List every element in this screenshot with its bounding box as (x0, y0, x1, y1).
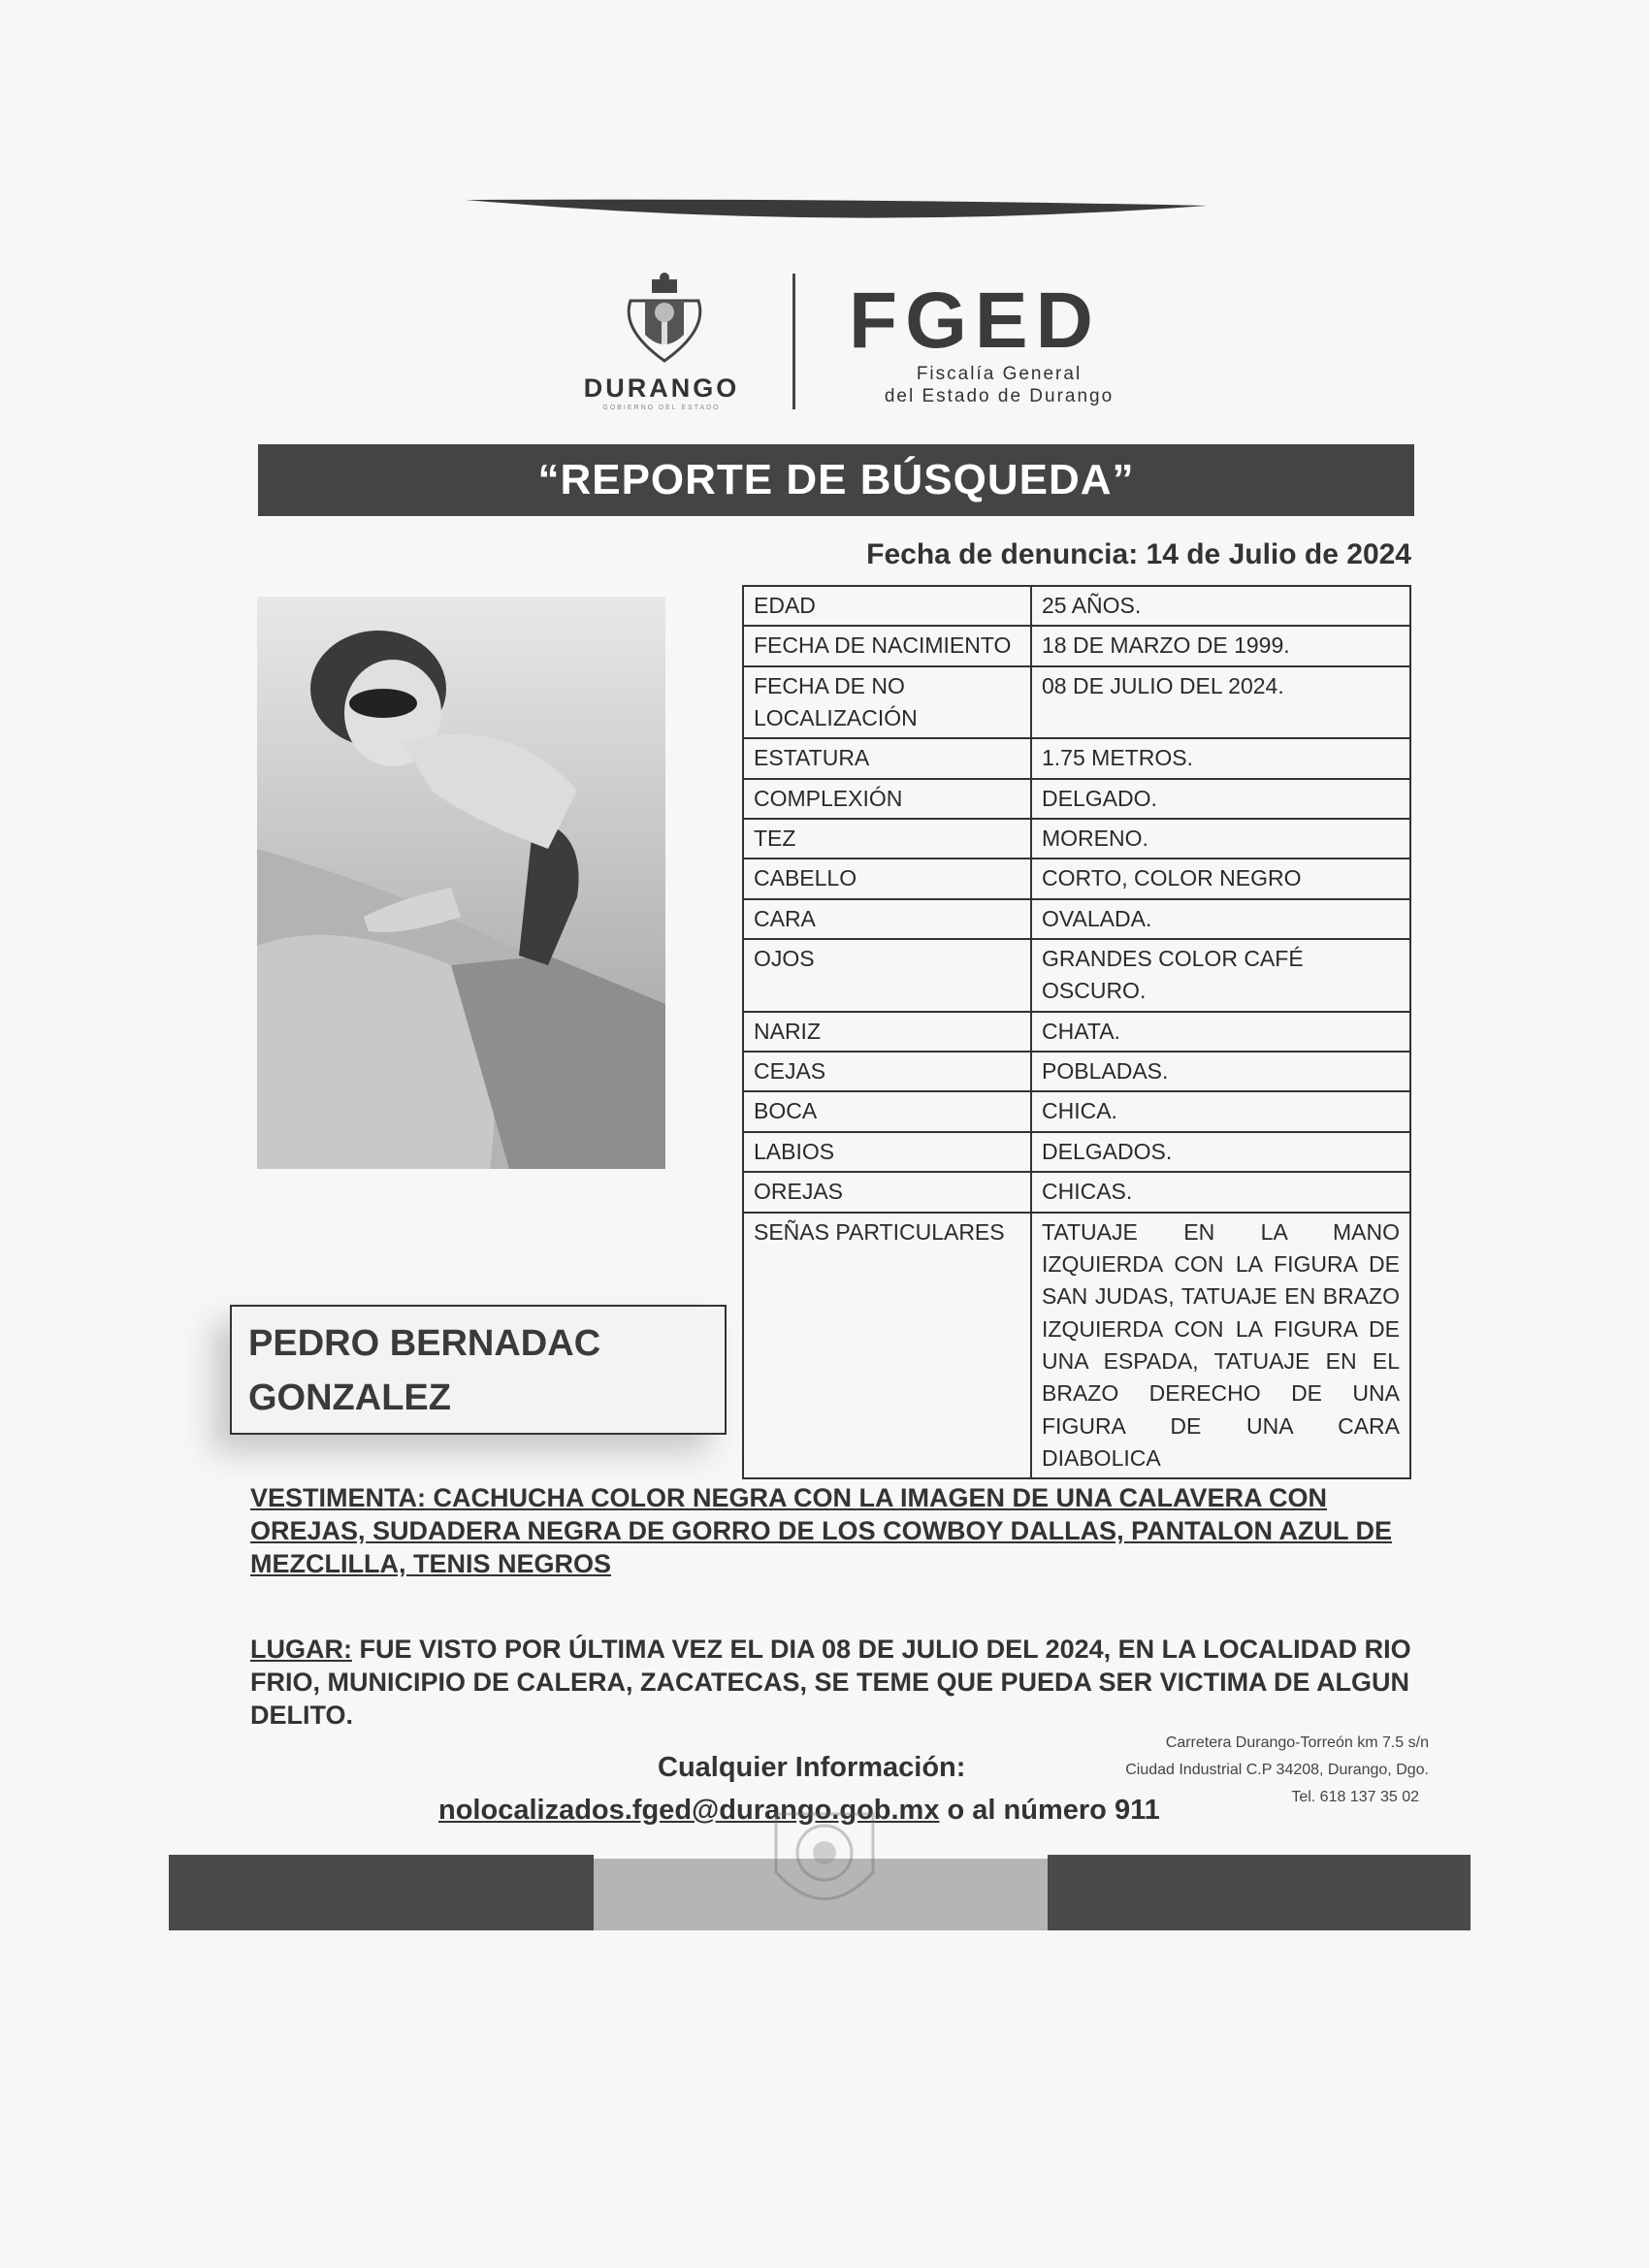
missing-person-photo (257, 597, 665, 1169)
details-label: FECHA DE NO LOCALIZACIÓN (743, 666, 1031, 739)
clothing-text: CACHUCHA COLOR NEGRA CON LA IMAGEN DE UNA CALAVERA CON OREJAS, SUDADERA NEGRA DE GORRO DE LOS COWBOY DALLAS, PANTALON AZUL DE MEZCLILLA, TENIS NEGROS (250, 1483, 1393, 1578)
durango-tagline: GOBIERNO DEL ESTADO (602, 405, 721, 411)
report-title-band (258, 444, 1414, 516)
contact-label: Cualquier Información: (658, 1752, 966, 1783)
details-label: EDAD (743, 586, 1031, 626)
details-label: OJOS (743, 939, 1031, 1012)
details-label: FECHA DE NACIMIENTO (743, 626, 1031, 665)
fged-agency-name (854, 364, 1145, 408)
details-label: CARA (743, 899, 1031, 939)
details-row (743, 586, 1410, 626)
details-value: 18 DE MARZO DE 1999. (1031, 626, 1410, 665)
details-value: CHATA. (1031, 1012, 1410, 1052)
details-label: TEZ (743, 819, 1031, 859)
details-label: OREJAS (743, 1172, 1031, 1212)
details-label: CABELLO (743, 859, 1031, 898)
details-value: DELGADO. (1031, 779, 1410, 819)
header-logos (553, 272, 1154, 417)
details-value: DELGADOS. (1031, 1132, 1410, 1172)
details-value: 25 AÑOS. (1031, 586, 1410, 626)
person-name (248, 1316, 600, 1425)
details-value: CORTO, COLOR NEGRO (1031, 859, 1410, 898)
fged-seal-icon (757, 1795, 892, 1930)
details-label: SEÑAS PARTICULARES (743, 1213, 1031, 1479)
durango-coat-of-arms-icon (611, 272, 718, 369)
details-table (742, 585, 1411, 1479)
details-row (743, 738, 1410, 778)
address-line2: Ciudad Industrial C.P 34208, Durango, Dgo. (1125, 1762, 1429, 1778)
details-label: COMPLEXIÓN (743, 779, 1031, 819)
details-value: OVALADA. (1031, 899, 1410, 939)
details-row (743, 1172, 1410, 1212)
details-row (743, 899, 1410, 939)
details-label: LABIOS (743, 1132, 1031, 1172)
clothing-description (250, 1481, 1414, 1580)
agency-name-line2: del Estado de Durango (884, 385, 1115, 406)
agency-name-line1: Fiscalía General (916, 364, 1083, 384)
logo-divider (792, 274, 795, 409)
details-row (743, 1132, 1410, 1172)
clothing-label: VESTIMENTA: (250, 1483, 426, 1512)
person-name-line2: GONZALEZ (248, 1377, 451, 1418)
details-row (743, 1213, 1410, 1479)
person-name-line1: PEDRO BERNADAC (248, 1323, 601, 1364)
details-value: TATUAJE EN LA MANO IZQUIERDA CON LA FIGURA DE SAN JUDAS, TATUAJE EN BRAZO IZQUIERDA CON LA FIGURA DE UNA ESPADA, TATUAJE EN EL BRAZO DERECHO DE UNA FIGURA DE UNA CARA DIABOLICA (1031, 1213, 1410, 1479)
details-value: POBLADAS. (1031, 1052, 1410, 1091)
details-row (743, 779, 1410, 819)
complaint-date: Fecha de denuncia: 14 de Julio de 2024 (866, 538, 1411, 570)
details-value: CHICA. (1031, 1091, 1410, 1131)
details-label: BOCA (743, 1091, 1031, 1131)
details-value: 1.75 METROS. (1031, 738, 1410, 778)
details-row (743, 819, 1410, 859)
details-value: 08 DE JULIO DEL 2024. (1031, 666, 1410, 739)
details-row (743, 626, 1410, 665)
fged-acronym: FGED (849, 276, 1101, 365)
details-value: CHICAS. (1031, 1172, 1410, 1212)
details-value: GRANDES COLOR CAFÉ OSCURO. (1031, 939, 1410, 1012)
details-value: MORENO. (1031, 819, 1410, 859)
location-label: LUGAR: (250, 1635, 352, 1664)
details-row (743, 666, 1410, 739)
details-row (743, 939, 1410, 1012)
photo-placeholder-image (257, 597, 665, 1169)
report-title: “REPORTE DE BÚSQUEDA” (537, 456, 1135, 503)
details-row (743, 1052, 1410, 1091)
contact-phone-text: o al número 911 (939, 1795, 1160, 1826)
address-phone: Tel. 618 137 35 02 (1291, 1789, 1419, 1805)
details-row (743, 859, 1410, 898)
details-row (743, 1012, 1410, 1052)
header-decorative-bar (466, 198, 1208, 227)
durango-brand: DURANGO (583, 373, 740, 403)
details-label: CEJAS (743, 1052, 1031, 1091)
details-row (743, 1091, 1410, 1131)
person-name-box (230, 1305, 727, 1435)
address-line1: Carretera Durango-Torreón km 7.5 s/n (1165, 1734, 1429, 1751)
details-label: NARIZ (743, 1012, 1031, 1052)
location-description (250, 1633, 1414, 1732)
footer-band-right (1048, 1855, 1471, 1930)
details-label: ESTATURA (743, 738, 1031, 778)
contact-email-link[interactable]: nolocalizados.fged@durango.gob.mx (438, 1795, 940, 1826)
footer-band-left (169, 1855, 594, 1930)
location-text: FUE VISTO POR ÚLTIMA VEZ EL DIA 08 DE JULIO DEL 2024, EN LA LOCALIDAD RIO FRIO, MUNICIPIO DE CALERA, ZACATECAS, SE TEME QUE PUEDA SER VICTIMA DE ALGUN DELITO. (250, 1635, 1411, 1730)
